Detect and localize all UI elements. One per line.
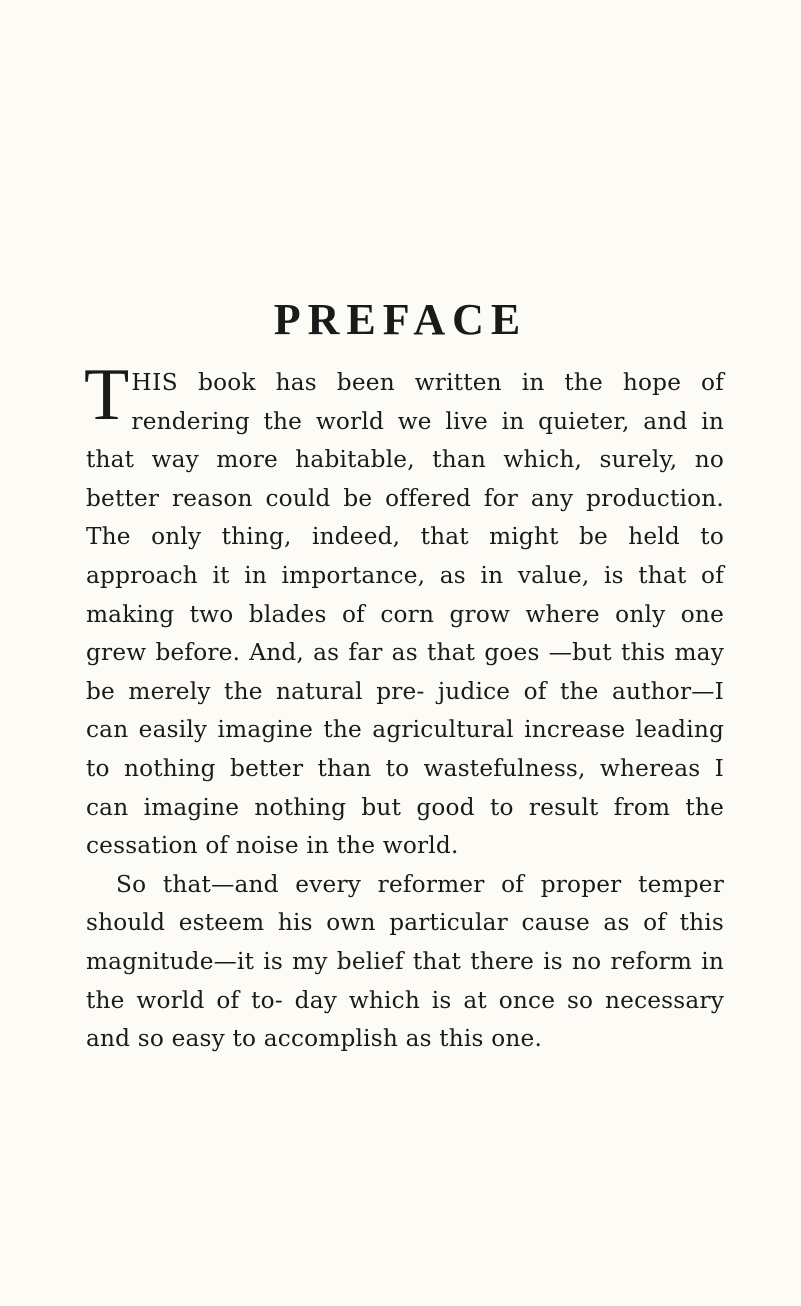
paragraph-2: So that—and every reformer of proper temper should esteem his own particular cause as of this magnitude—it is my belief that there is no reform in the world of to- day which is at once so necessary and so easy to accomplish as this one. [86, 870, 724, 1053]
page-title: PREFACE [273, 295, 528, 344]
paragraph-1 [84, 354, 724, 866]
paragraph-1-text: book has been written in the hope of rendering the world we live in quieter, and in that way more habitable, than which, surely, no better reason could be offered for any production. The only thing, indeed, that might be held to approach it in importance, as in value, is that of making two blades of corn grow where only one grew before. And, as far as that goes —but this may be merely the natural pre- judice of the author—I can easily imagine the agricultural increase leading to nothing better than to wastefulness, whereas I can imagine nothing but good to result from the cessation of noise in the world. [86, 369, 724, 860]
lead-caps: HIS [131, 369, 179, 396]
preface-body [84, 354, 724, 1059]
drop-cap: T [84, 354, 130, 436]
